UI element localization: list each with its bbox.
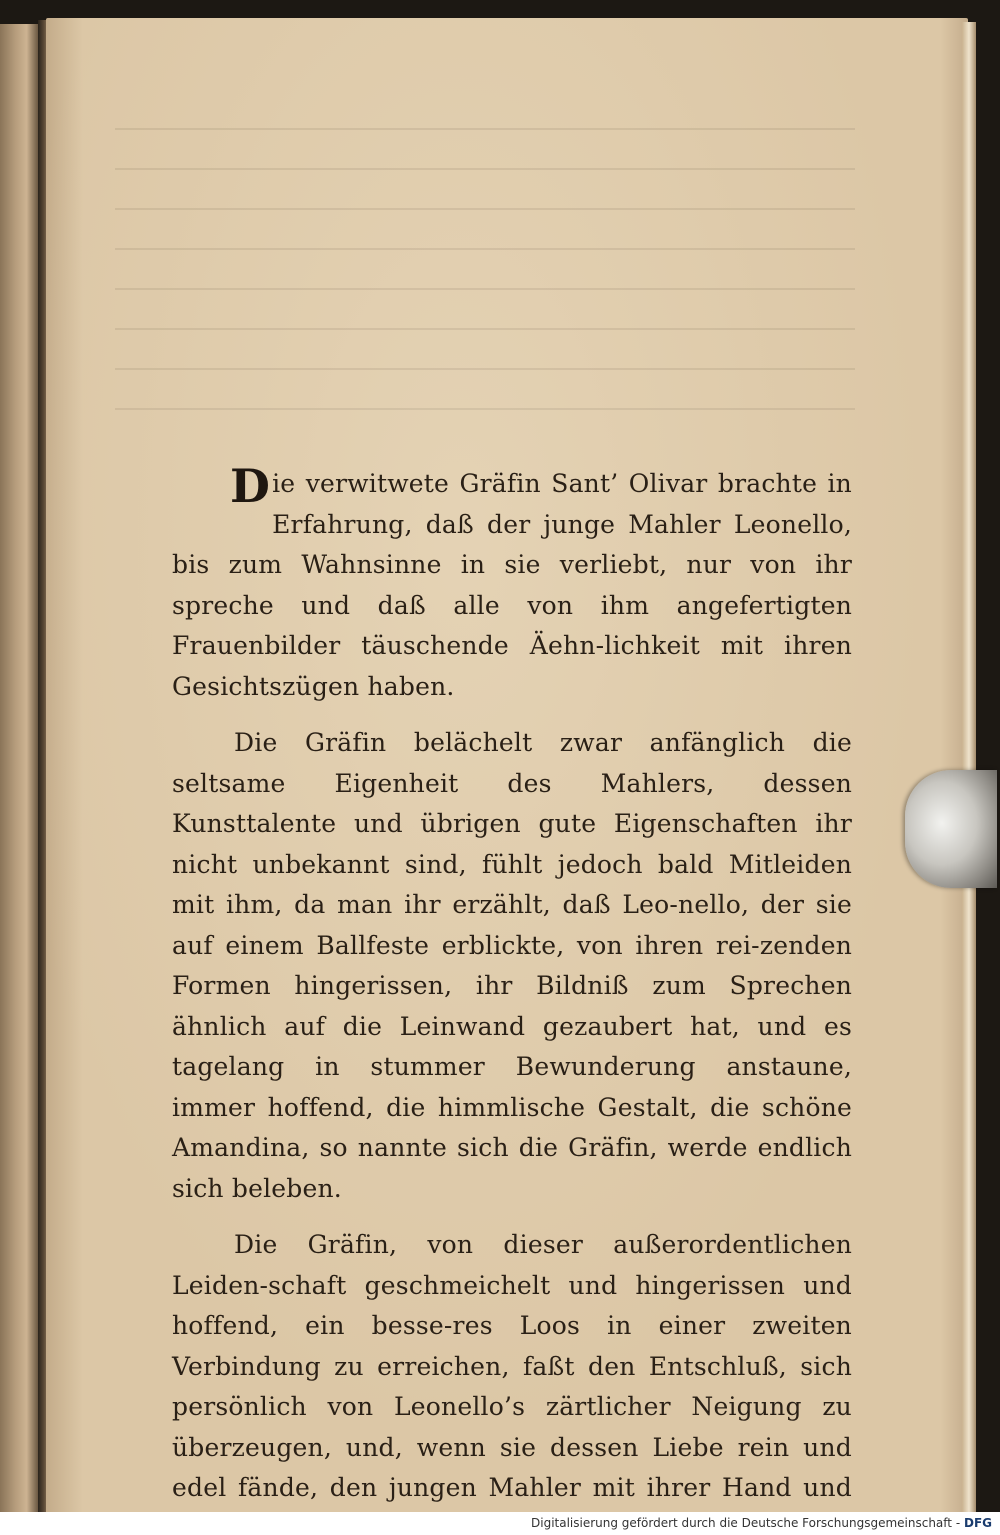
paragraph-1 (172, 459, 852, 707)
drop-cap: D (230, 459, 271, 513)
digitization-credit (531, 1516, 992, 1530)
paragraph-1-text: ie verwitwete Gräfin Sant’ Olivar brachte in Erfahrung, daß der junge Mahler Leonello, bis zum Wahnsinne in sie verliebt, nur von ihr spreche und daß alle von ihm angefertigten Frauenbilder täuschende Äehn-lichkeit mit ihren Gesichtszügen haben. (172, 469, 852, 701)
body-text (172, 459, 852, 1535)
paragraph-3: Die Gräfin, von dieser außerordentlichen Leiden-schaft geschmeichelt und hingerissen und hoffend, ein besse-res Loos in einer zweiten Verbindung zu erreichen, faßt den Entschluß, sich persönlich von Leonello’s zärtlicher Neigung zu überzeugen, und, wenn sie dessen Liebe rein und edel fände, den jungen Mahler mit ihrer Hand und (172, 1230, 852, 1502)
show-through-text (115, 128, 855, 458)
paragraph-2: Die Gräfin belächelt zwar anfänglich die seltsame Eigenheit des Mahlers, dessen Kunsttalente und übrigen gute Eigenschaften ihr nicht unbekannt sind, fühlt jedoch bald Mitleiden mit ihm, da man ihr erzählt, daß Leo-nello, der sie auf einem Ballfeste erblickte, von ihren rei-zenden Formen hingerissen, ihr Bildniß zum Sprechen ähnlich auf die Leinwand gezaubert hat, und es tagelang in stummer Bewunderung anstaune, immer hoffend, die himmlische Gestalt, die schöne Amandina, so nannte sich die Gräfin, werde endlich sich beleben. (172, 728, 852, 1203)
right-page-edge (962, 22, 976, 1512)
left-page-edge (0, 24, 38, 1512)
page-clip (905, 770, 997, 888)
dfg-logo: DFG (963, 1516, 992, 1530)
credit-text: Digitalisierung gefördert durch die Deutsche Forschungsgemeinschaft - (531, 1516, 961, 1530)
